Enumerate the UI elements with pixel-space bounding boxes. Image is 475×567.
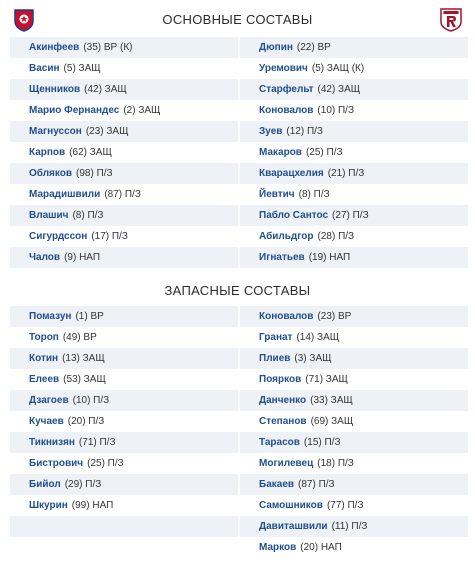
player-name[interactable]: Шкурин [29,500,68,511]
player-name[interactable]: Бийол [29,479,61,490]
player-name[interactable]: Елеев [29,374,60,385]
player-name[interactable]: Бакаев [259,479,295,490]
player-name[interactable]: Зуев [259,126,283,137]
player-info: (2) ЗАЩ [123,105,161,116]
player-name[interactable]: Марио Фернандес [29,105,120,116]
list-item [10,184,238,205]
list-item [240,327,468,348]
list-item [10,121,238,142]
player-name[interactable]: Васин [29,63,60,74]
substitutes-home-list [10,306,238,558]
player-name[interactable]: Марадишвили [29,189,101,200]
list-item [10,390,238,411]
player-name[interactable]: Тарасов [259,437,300,448]
player-name[interactable]: Сигурдссон [29,231,88,242]
list-item [10,247,238,268]
player-name[interactable]: Тороп [29,332,59,343]
player-name[interactable]: Поярков [259,374,302,385]
list-item [240,495,468,516]
player-info: (62) ЗАЩ [69,147,112,158]
player-name[interactable]: Уремович [259,63,308,74]
list-item [10,369,238,390]
list-item [10,453,238,474]
list-item [240,432,468,453]
list-item [10,79,238,100]
player-info: (8) П/З [72,210,104,221]
player-name[interactable]: Влашич [29,210,69,221]
player-info: (10) П/З [317,105,354,116]
list-item [240,226,468,247]
list-item [10,100,238,121]
player-info: (49) ВР [62,332,97,343]
player-name[interactable]: Чалов [29,252,61,263]
player-info: (22) ВР [296,42,331,53]
player-info: (33) ЗАЩ [310,395,353,406]
player-info: (15) П/З [303,437,341,448]
list-item [240,142,468,163]
player-info: (9) НАП [64,252,101,263]
starting-lineups-title: ОСНОВНЫЕ СОСТАВЫ [162,12,313,27]
player-info: (8) П/З [298,189,330,200]
player-info: (19) НАП [308,252,351,263]
list-item [240,369,468,390]
list-item [10,348,238,369]
player-info: (17) П/З [91,231,128,242]
list-item [10,495,238,516]
player-info: (12) П/З [286,126,323,137]
player-name[interactable]: Могилевец [259,458,314,469]
list-item [240,58,468,79]
list-item [10,411,238,432]
list-item [240,390,468,411]
player-info: (20) П/З [67,416,105,427]
list-item [240,411,468,432]
player-name[interactable]: Абильдгор [259,231,314,242]
list-item [10,58,238,79]
player-info: (42) ЗАЩ [84,84,127,95]
list-item-empty [10,537,238,558]
player-name[interactable]: Самошников [259,500,323,511]
player-info: (20) НАП [300,542,342,553]
list-item [240,100,468,121]
player-info: (71) ЗАЩ [305,374,348,385]
player-info: (28) П/З [317,231,355,242]
player-info: (1) ВР [75,311,104,322]
list-item [240,79,468,100]
player-name[interactable]: Магнуссон [29,126,82,137]
list-item [10,205,238,226]
list-item [10,432,238,453]
player-name[interactable]: Йевтич [259,189,295,200]
list-item [10,37,238,58]
substitutes-away-list [240,306,468,558]
list-item [10,226,238,247]
player-name[interactable]: Степанов [259,416,307,427]
player-info: (21) П/З [327,168,365,179]
player-name[interactable]: Обляков [29,168,73,179]
player-name[interactable]: Коновалов [259,105,314,116]
player-info: (5) ЗАЩ (К) [311,63,365,74]
player-info: (69) ЗАЩ [310,416,354,427]
player-info: (87) П/З [298,479,335,490]
player-info: (3) ЗАЩ [294,353,332,364]
list-item [240,184,468,205]
player-name[interactable]: Щенников [29,84,81,95]
list-item [10,327,238,348]
list-item [240,37,468,58]
player-info: (77) П/З [326,500,364,511]
player-info: (42) ЗАЩ [317,84,361,95]
player-info: (5) ЗАЩ [63,63,101,74]
list-item [240,348,468,369]
starting-home-list [10,37,238,268]
player-name[interactable]: Гранат [259,332,293,343]
list-item [240,306,468,327]
player-info: (23) ЗАЩ [85,126,129,137]
player-name[interactable]: Акинфеев [29,42,80,53]
starting-away-list [240,37,468,268]
player-name[interactable]: Кварацхелия [259,168,324,179]
list-item [10,306,238,327]
player-name[interactable]: Коновалов [259,311,314,322]
player-name[interactable]: Макаров [259,147,302,158]
substitutes-title: ЗАПАСНЫЕ СОСТАВЫ [164,283,311,298]
player-info: (71) П/З [78,437,116,448]
list-item-empty [10,516,238,537]
player-info: (35) ВР (К) [83,42,133,53]
player-name[interactable]: Пабло Сантос [259,210,329,221]
list-item [10,474,238,495]
player-name[interactable]: Дзагоев [29,395,69,406]
list-item [240,453,468,474]
player-name[interactable]: Старфельт [259,84,314,95]
player-name[interactable]: Карпов [29,147,66,158]
starting-lineups-header [0,0,475,36]
list-item [240,474,468,495]
player-info: (25) П/З [305,147,343,158]
rubin-crest-icon [440,8,462,32]
list-item [240,121,468,142]
player-name[interactable]: Бистрович [29,458,84,469]
player-info: (98) П/З [76,168,113,179]
list-item [240,247,468,268]
player-info: (18) П/З [317,458,354,469]
list-item [240,516,468,537]
player-info: (27) П/З [332,210,369,221]
player-info: (13) ЗАЩ [62,353,105,364]
player-name[interactable]: Котин [29,353,59,364]
player-info: (29) П/З [64,479,102,490]
list-item [10,163,238,184]
player-info: (14) ЗАЩ [296,332,340,343]
list-item [240,537,468,558]
player-name[interactable]: Марков [259,542,297,553]
list-item [240,205,468,226]
player-info: (11) П/З [331,521,368,532]
player-name[interactable]: Тикнизян [29,437,75,448]
player-info: (87) П/З [104,189,141,200]
player-name[interactable]: Плиев [259,353,291,364]
list-item [10,142,238,163]
list-item [240,163,468,184]
player-info: (99) НАП [71,500,114,511]
substitutes-header [0,271,475,307]
player-name[interactable]: Кучаев [29,416,64,427]
player-name[interactable]: Помазун [29,311,72,322]
player-name[interactable]: Дюпин [259,42,293,53]
player-info: (10) П/З [72,395,110,406]
player-name[interactable]: Игнатьев [259,252,305,263]
player-info: (23) ВР [317,311,352,322]
player-info: (53) ЗАЩ [63,374,106,385]
player-name[interactable]: Давиташвили [259,521,328,532]
player-info: (25) П/З [87,458,124,469]
player-name[interactable]: Данченко [259,395,307,406]
